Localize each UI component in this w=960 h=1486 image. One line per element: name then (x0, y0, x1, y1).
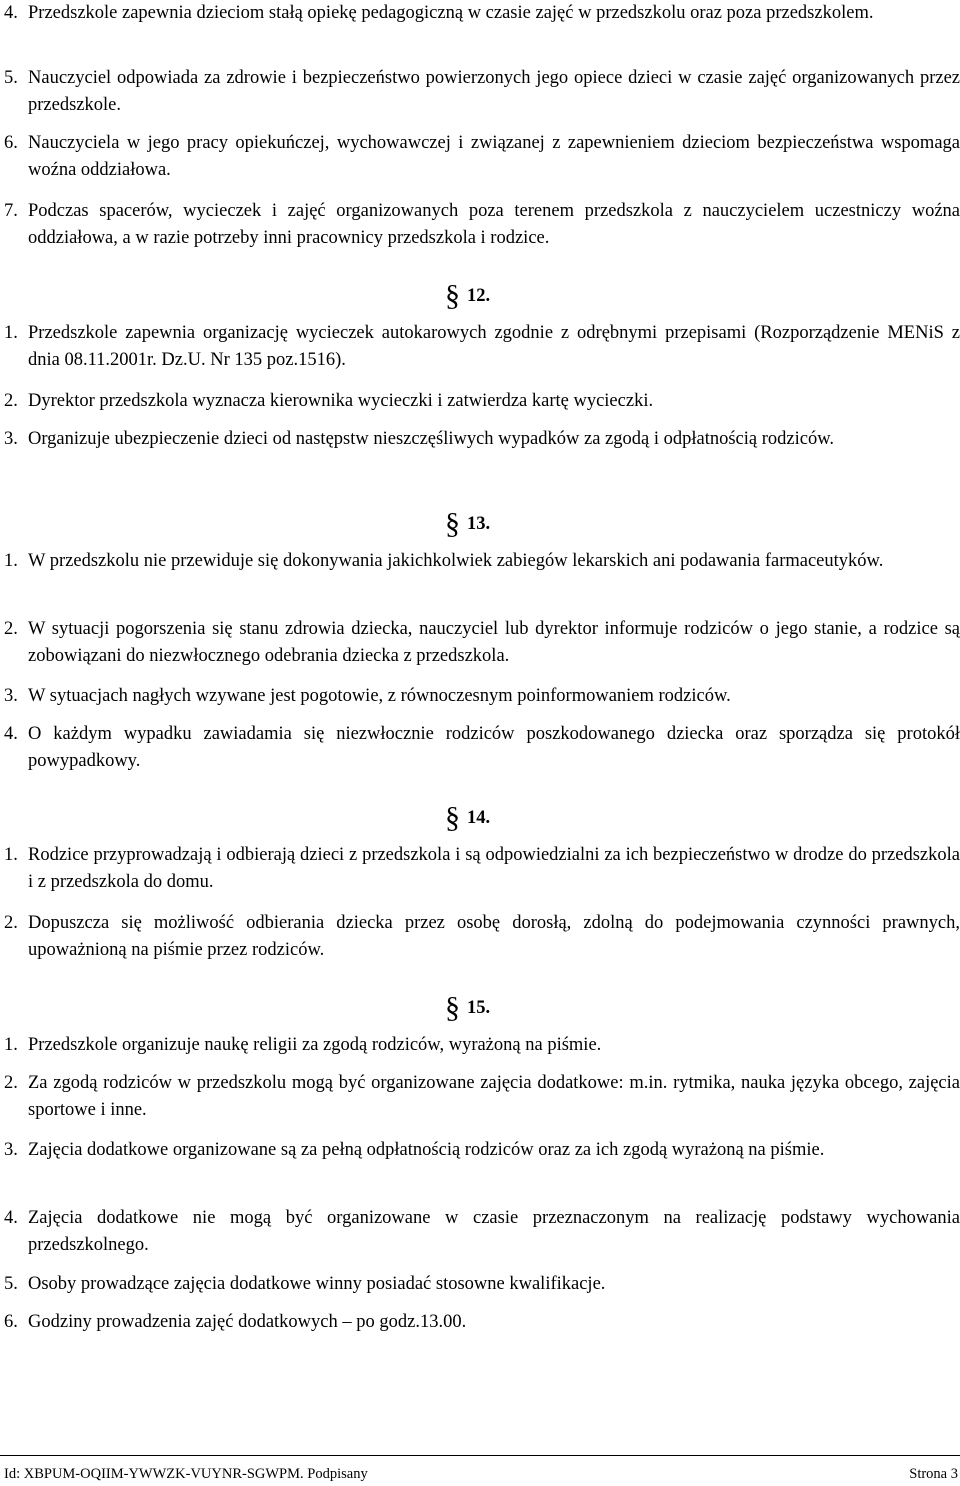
item-number: 6. (4, 1312, 18, 1332)
section-15-item-1 (4, 1032, 960, 1059)
paragraph-text: Nauczyciela w jego pracy opiekuńczej, wychowawczej i związanej z zapewnieniem dzieciom bezpieczeństwa wspomaga woźna oddziałowa. (28, 133, 960, 180)
item-number: 2. (4, 913, 18, 933)
section-14-item-1 (4, 842, 960, 896)
item-number: 1. (4, 551, 18, 571)
item-text: Osoby prowadzące zajęcia dodatkowe winny posiadać stosowne kwalifikacje. (28, 1274, 606, 1294)
section-sign: § (445, 279, 460, 312)
paragraph-text: Podczas spacerów, wycieczek i zajęć organizowanych poza terenem przedszkola z nauczycielem uczestniczy woźna oddziałowa, a w razie potrzeby inni pracownicy przedszkola i rodzice. (28, 201, 960, 248)
item-number: 2. (4, 619, 18, 639)
section-number: 15. (467, 998, 491, 1018)
section-13-item-1 (4, 548, 960, 575)
item-number: 3. (4, 429, 18, 449)
item-text: Organizuje ubezpieczenie dzieci od następstw nieszczęśliwych wypadków za zgodą i odpłatnością rodziców. (28, 429, 834, 449)
item-text: Przedszkole zapewnia organizację wycieczek autokarowych zgodnie z odrębnymi przepisami (Rozporządzenie MENiS z dnia 08.11.2001r. Dz.U. Nr 135 poz.1516). (28, 323, 960, 370)
paragraph-text: Nauczyciel odpowiada za zdrowie i bezpieczeństwo powierzonych jego opiece dzieci w czasie zajęć organizowanych przez przedszkole. (28, 68, 960, 115)
item-number: 2. (4, 1073, 18, 1093)
paragraph-4 (4, 0, 960, 27)
item-text: Za zgodą rodziców w przedszkolu mogą być organizowane zajęcia dodatkowe: m.in. rytmika, nauka języka obcego, zajęcia sportowe i inne. (28, 1073, 960, 1120)
item-number: 4. (4, 724, 18, 744)
section-sign: § (445, 801, 460, 834)
item-text: W sytuacji pogorszenia się stanu zdrowia dziecka, nauczyciel lub dyrektor informuje rodziców o jego stanie, a rodzice są zobowiązani do niezwłocznego odebrania dziecka z przedszkola. (28, 619, 960, 666)
item-text: Dyrektor przedszkola wyznacza kierownika wycieczki i zatwierdza kartę wycieczki. (28, 391, 654, 411)
item-number: 4. (4, 1208, 18, 1228)
item-text: Dopuszcza się możliwość odbierania dziecka przez osobę dorosłą, zdolną do podejmowania czynności prawnych, upoważnioną na piśmie przez rodziców. (28, 913, 960, 960)
item-text: Godziny prowadzenia zajęć dodatkowych – po godz.13.00. (28, 1312, 467, 1332)
section-13-item-2 (4, 616, 960, 670)
paragraph-text: Przedszkole zapewnia dzieciom stałą opiekę pedagogiczną w czasie zajęć w przedszkolu oraz poza przedszkolem. (28, 3, 874, 23)
section-sign: § (445, 991, 460, 1024)
item-text: Zajęcia dodatkowe nie mogą być organizowane w czasie przeznaczonym na realizację podstawy wychowania przedszkolnego. (28, 1208, 960, 1255)
section-number: 14. (467, 808, 491, 828)
section-heading-12 (445, 279, 491, 312)
section-heading-13 (445, 507, 491, 540)
item-text: W sytuacjach nagłych wzywane jest pogotowie, z równoczesnym poinformowaniem rodziców. (28, 686, 731, 706)
item-text: Przedszkole organizuje naukę religii za zgodą rodziców, wyrażoną na piśmie. (28, 1035, 602, 1055)
section-sign: § (445, 507, 460, 540)
section-13-item-3 (4, 683, 960, 710)
paragraph-5 (4, 65, 960, 119)
paragraph-number: 6. (4, 133, 18, 153)
item-text: Rodzice przyprowadzają i odbierają dzieci z przedszkola i są odpowiedzialni za ich bezpieczeństwo w drodze do przedszkola i z przedszkola do domu. (28, 845, 960, 892)
section-15-item-5 (4, 1271, 960, 1298)
item-number: 3. (4, 686, 18, 706)
section-number: 12. (467, 286, 491, 306)
page-number: Strona 3 (909, 1466, 958, 1482)
section-heading-14 (445, 801, 491, 834)
item-number: 5. (4, 1274, 18, 1294)
item-number: 1. (4, 1035, 18, 1055)
item-number: 1. (4, 845, 18, 865)
section-13-item-4 (4, 721, 960, 775)
item-text: O każdym wypadku zawiadamia się niezwłocznie rodziców poszkodowanego dziecka oraz sporządza się protokół powypadkowy. (28, 724, 960, 771)
section-12-item-2 (4, 388, 960, 415)
document-id: Id: XBPUM-OQIIM-YWWZK-VUYNR-SGWPM. Podpisany (4, 1466, 368, 1482)
section-12-item-1 (4, 320, 960, 374)
item-text: Zajęcia dodatkowe organizowane są za pełną odpłatnością rodziców oraz za ich zgodą wyrażoną na piśmie. (28, 1140, 825, 1160)
paragraph-7 (4, 198, 960, 252)
paragraph-number: 5. (4, 68, 18, 88)
section-heading-15 (445, 991, 491, 1024)
footer-divider (0, 1455, 960, 1456)
item-number: 2. (4, 391, 18, 411)
section-12-item-3 (4, 426, 960, 453)
section-15-item-3 (4, 1137, 960, 1164)
section-14-item-2 (4, 910, 960, 964)
section-15-item-4 (4, 1205, 960, 1259)
paragraph-number: 7. (4, 201, 18, 221)
section-15-item-6 (4, 1309, 960, 1336)
section-number: 13. (467, 514, 491, 534)
item-number: 1. (4, 323, 18, 343)
item-text: W przedszkolu nie przewiduje się dokonywania jakichkolwiek zabiegów lekarskich ani podawania farmaceutyków. (28, 551, 884, 571)
paragraph-number: 4. (4, 3, 18, 23)
section-15-item-2 (4, 1070, 960, 1124)
paragraph-6 (4, 130, 960, 184)
item-number: 3. (4, 1140, 18, 1160)
